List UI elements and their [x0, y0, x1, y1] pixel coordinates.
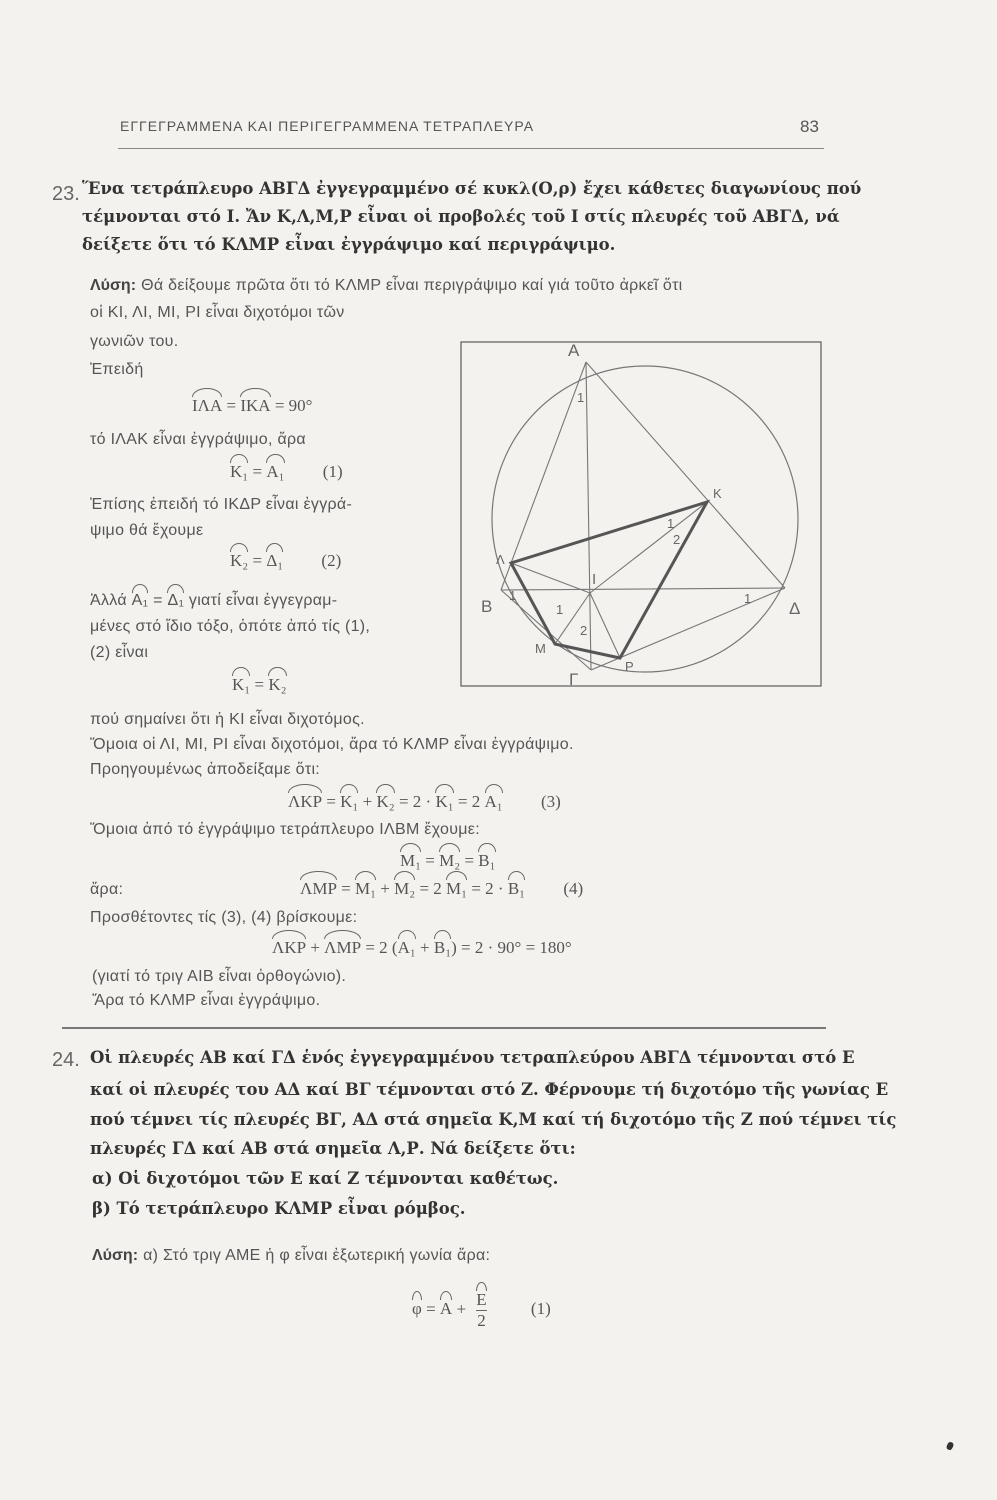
angle-lkr: ΛΚΡ: [288, 792, 323, 811]
angle-d1: Δ₁: [167, 592, 185, 609]
solution-text: α) Στό τριγ ΑΜΕ ἡ φ εἶναι ἐξωτερική γωνία ἄρα:: [143, 1247, 491, 1264]
angle-b1: Β₁: [433, 938, 452, 957]
equation-2: [230, 551, 341, 571]
angle-a1: Α₁: [484, 792, 503, 811]
solution-label: Λύση:: [92, 1247, 139, 1264]
angle-mark: 1: [667, 516, 675, 531]
angle-ika: ΙΚΑ: [240, 396, 271, 415]
angle-k1: Κ₁: [435, 792, 454, 811]
equation-m: [400, 851, 496, 871]
solution-24-line: [92, 1245, 490, 1265]
label-p: Ρ: [625, 659, 634, 674]
angle-a: Α: [439, 1299, 453, 1319]
solution-line: (2) εἶναι: [90, 644, 149, 661]
equals: =: [226, 396, 237, 415]
solution-line: Προηγουμένως ἀποδείξαμε ὅτι:: [90, 761, 321, 778]
equation-k1-k2: [232, 675, 287, 695]
times: = 2 ·: [471, 879, 504, 898]
solution-line: Ὅμοια ἀπό τό ἐγγράψιμο τετράπλευρο ΙΛΒΜ ἔχουμε:: [90, 821, 480, 838]
angle-k1: Κ₁: [340, 792, 359, 811]
angle-ila: ΙΛΑ: [192, 396, 223, 415]
solution-line-but: [90, 592, 337, 610]
segment-ik: [590, 502, 707, 593]
equation-ila: [192, 396, 312, 416]
angle-marks: [509, 390, 751, 638]
side-ab: [501, 362, 586, 590]
angle-k1: Κ₁: [232, 675, 251, 694]
section-rule: [62, 1027, 826, 1029]
equation-5: [272, 938, 572, 958]
label-a: Α: [568, 341, 580, 360]
solution-line: Ὅμοια οἱ ΛΙ, ΜΙ, ΡΙ εἶναι διχοτόμοι, ἄρα τό ΚΛΜΡ εἶναι ἐγγράψιμο.: [90, 736, 574, 753]
angle-mark: 1: [509, 588, 517, 603]
equals-2: = 2: [419, 879, 442, 898]
word-but: Ἀλλά: [90, 592, 127, 609]
fraction: [476, 1290, 486, 1331]
label-k: Κ: [713, 486, 722, 501]
angle-m1: Μ₁: [400, 851, 422, 870]
solution-line: Ἄρα τό ΚΛΜΡ εἶναι ἐγγράψιμο.: [92, 992, 321, 1009]
equation-tag: (4): [563, 879, 584, 898]
angle-lmr: ΛΜΡ: [324, 938, 362, 957]
angle-mark: 1: [556, 602, 564, 617]
solution-line: Ἐπίσης ἐπειδή τό ΙΚΔΡ εἶναι ἐγγρά-: [90, 496, 353, 513]
angle-k2: Κ₂: [268, 675, 287, 694]
angle-mark: 2: [580, 623, 588, 638]
problem-23-line-1: Ἕνα τετράπλευρο ΑΒΓΔ ἐγγεγραμμένο σέ κυκλ(Ο,ρ) ἔχει κάθετες διαγωνίους πού: [82, 179, 862, 198]
figure-frame: [461, 342, 821, 686]
segment-ip: [590, 593, 620, 658]
equation-4: [300, 879, 583, 899]
equation-tag: (3): [540, 792, 561, 811]
angle-b1: Β₁: [507, 879, 526, 898]
angle-m2: Μ₂: [394, 879, 416, 898]
problem-24-part-a: α) Οἱ διχοτόμοι τῶν Ε καί Ζ τέμνονται καθέτως.: [92, 1169, 559, 1188]
equals-2: = 2: [457, 792, 481, 811]
label-m: Μ: [535, 641, 546, 656]
solution-line: οἱ ΚΙ, ΛΙ, ΜΙ, ΡΙ εἶναι διχοτόμοι τῶν: [90, 304, 345, 321]
angle-k1: Κ₁: [230, 462, 249, 481]
problem-24-line-4: πλευρές ΓΔ καί ΑΒ στά σημεῖα Λ,Ρ. Νά δείξετε ὅτι:: [90, 1139, 576, 1158]
angle-a1: Α₁: [266, 462, 285, 481]
angle-mark: 1: [577, 390, 585, 405]
angle-lmr: ΛΜΡ: [300, 879, 337, 898]
problem-24-line-1: Οἱ πλευρές ΑΒ καί ΓΔ ἑνός ἐγγεγραμμένου τετραπλεύρου ΑΒΓΔ τέμνονται στό Ε: [90, 1048, 855, 1067]
plus: +: [420, 938, 430, 957]
geometry-figure: [455, 338, 827, 690]
plus: +: [362, 792, 373, 811]
problem-23-number: 23.: [52, 183, 80, 205]
running-header: ΕΓΓΕΓΡΑΜΜΕΝΑ ΚΑΙ ΠΕΡΙΓΕΓΡΑΜΜΕΝΑ ΤΕΤΡΑΠΛΕΥΡΑ: [120, 118, 535, 134]
solution-line: Ἐπειδή: [90, 361, 144, 378]
plus: +: [310, 938, 320, 957]
page-number: 83: [800, 117, 819, 136]
equals: =: [252, 462, 263, 481]
label-l: Λ: [496, 552, 505, 567]
angle-k2: Κ₂: [230, 551, 249, 570]
ink-mark: [946, 1441, 955, 1451]
solution-line: ψιμο θά ἔχουμε: [90, 522, 204, 539]
angle-b1: Β₁: [478, 851, 496, 870]
solution-line: Προσθέτοντες τίς (3), (4) βρίσκουμε:: [90, 909, 358, 926]
result: ) = 2 · 90° = 180°: [451, 938, 572, 957]
circumcircle: [492, 366, 801, 672]
solution-line: μένες στό ἴδιο τόξο, ὁπότε ἀπό τίς (1),: [90, 618, 371, 635]
angle-d1: Δ₁: [266, 551, 284, 570]
solution-line: γωνιῶν του.: [90, 333, 179, 350]
equals: =: [464, 851, 475, 870]
equals: =: [326, 792, 336, 811]
value-90: = 90°: [274, 396, 313, 415]
segment-il: [511, 563, 590, 593]
angle-k2: Κ₂: [376, 792, 395, 811]
angle-phi: φ: [412, 1299, 422, 1319]
fraction-denominator: 2: [477, 1311, 486, 1330]
angle-a1: Α₁: [397, 938, 416, 957]
angle-m1: Μ₁: [446, 879, 468, 898]
angle-m2: Μ₂: [439, 851, 461, 870]
problem-23-line-3: δείξετε ὅτι τό ΚΛΜΡ εἶναι ἐγγράψιμο καί περιγράψιμο.: [82, 235, 616, 254]
label-b: Β: [481, 597, 493, 616]
equals: =: [426, 1299, 436, 1319]
angle-mark: 2: [673, 532, 681, 547]
angle-lkr: ΛΚΡ: [272, 938, 307, 957]
problem-23-line-2: τέμνονται στό Ι. Ἄν Κ,Λ,Μ,Ρ εἶναι οἱ προβολές τοῦ Ι στίς πλευρές τοῦ ΑΒΓΔ, νά: [82, 207, 840, 226]
equation-tag: (1): [322, 462, 343, 481]
times: = 2 ·: [398, 792, 432, 811]
equals: =: [425, 851, 435, 870]
text: γιατί εἶναι ἐγγεγραμ-: [188, 592, 338, 609]
angle-mark: 1: [744, 591, 752, 606]
equals: =: [153, 592, 163, 609]
fraction-numerator: Ε: [476, 1290, 487, 1309]
solution-23-first-line: [90, 275, 683, 295]
equals: =: [254, 675, 265, 694]
solution-text: Θά δείξουμε πρῶτα ὅτι τό ΚΛΜΡ εἶναι περιγράψιμο καί γιά τοῦτο ἀρκεῖ ὅτι: [141, 277, 683, 294]
label-i: Ι: [592, 571, 597, 588]
header-rule: [118, 148, 824, 149]
equation-1: [230, 462, 343, 482]
solution-line: ἄρα:: [90, 881, 124, 898]
solution-line: τό ΙΛΑΚ εἶναι ἐγγράψιμο, ἄρα: [90, 431, 306, 448]
equation-tag: (1): [530, 1299, 551, 1319]
plus: +: [456, 1299, 467, 1319]
equation-3: [288, 792, 561, 812]
problem-24-number: 24.: [52, 1049, 80, 1071]
solution-line: (γιατί τό τριγ ΑΙΒ εἶναι ὀρθογώνιο).: [92, 968, 347, 985]
solution-line: πού σημαίνει ὅτι ἡ ΚΙ εἶναι διχοτόμος.: [90, 711, 365, 728]
angle-a1: Α₁: [131, 592, 149, 609]
angle-m1: Μ₁: [355, 879, 377, 898]
solution-label: Λύση:: [90, 277, 137, 294]
label-d: Δ: [789, 599, 801, 618]
equation-tag: (2): [321, 551, 342, 570]
side-ad: [586, 362, 785, 588]
problem-24-line-3: πού τέμνει τίς πλευρές ΒΓ, ΑΔ στά σημεῖα Κ,Μ καί τή διχοτόμο τῆς Ζ πού τέμνει τίς: [90, 1110, 897, 1129]
diagonal-bd: [501, 588, 785, 590]
equation-phi: [412, 1290, 551, 1331]
label-g: Γ: [569, 670, 579, 689]
plus: +: [380, 879, 390, 898]
problem-24-line-2: καί οἱ πλευρές του ΑΔ καί ΒΓ τέμνονται στό Ζ. Φέρνουμε τή διχοτόμο τῆς γωνίας Ε: [90, 1080, 889, 1099]
equals: =: [341, 879, 351, 898]
equals-2: = 2 (: [365, 938, 398, 957]
problem-24-part-b: β) Τό τετράπλευρο ΚΛΜΡ εἶναι ρόμβος.: [92, 1199, 466, 1218]
equals: =: [252, 551, 263, 570]
